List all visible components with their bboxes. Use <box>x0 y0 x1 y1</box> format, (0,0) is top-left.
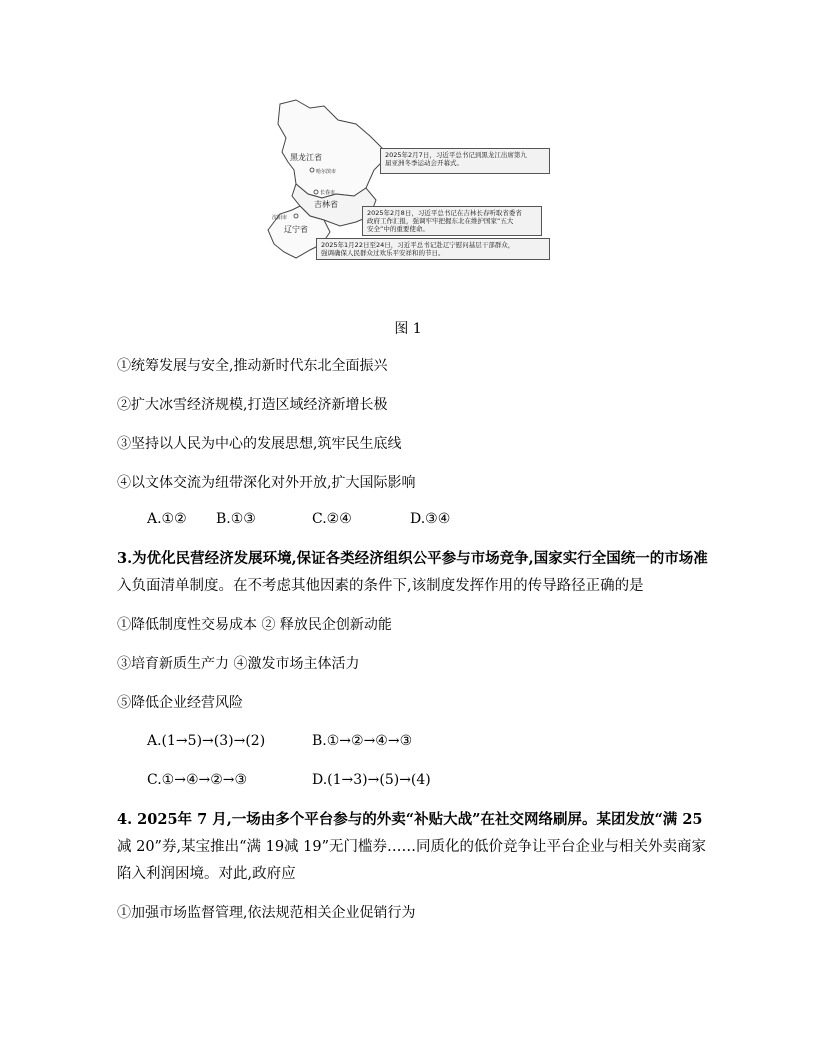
changchun-label: 长春市 <box>320 190 336 196</box>
q3-option-a[interactable]: A.(1→5)→(3)→(2) <box>147 733 266 749</box>
q3-stem-line-1: 3.为优化民营经济发展环境,保证各类经济组织公平参与市场竞争,国家实行全国统一的市场准 <box>117 550 708 567</box>
note-liaoning <box>316 238 550 260</box>
q3-item-2: ③培育新质生产力 ④激发市场主体活力 <box>117 656 360 672</box>
note-text: 2025年2月8日，习近平总书记在吉林长春听取省委省 <box>367 209 522 217</box>
q2-option-b[interactable]: B.①③ <box>216 511 256 527</box>
q2-option-a[interactable]: A.①② <box>147 511 187 527</box>
q2-option-d[interactable]: D.③④ <box>410 511 451 527</box>
q3-option-c[interactable]: C.①→④→②→③ <box>147 772 248 788</box>
q4-item-1: ①加强市场监督管理,依法规范相关企业促销行为 <box>117 905 416 921</box>
q4-stem-line-1: 4. 2025年 7 月,一场由多个平台参与的外卖“补贴大战”在社交网络刷屏。某团发放“满 25 <box>117 811 703 828</box>
harbin-label: 哈尔滨市 <box>316 169 337 175</box>
liaoning-label: 辽宁省 <box>284 225 308 234</box>
note-text: 政府工作汇报，强调牢牢把握东北在维护国家“五大 <box>367 217 514 225</box>
q4-stem-line-3: 陷入利润困境。对此,政府应 <box>117 866 296 882</box>
q2-option-c[interactable]: C.②④ <box>312 511 352 527</box>
heilongjiang-region <box>278 100 384 198</box>
q2-item-1: ①统筹发展与安全,推动新时代东北全面振兴 <box>117 358 388 374</box>
note-text: 2025年1月22日至24日，习近平总书记赴辽宁慰问基层干部群众， <box>321 241 515 249</box>
figure-caption: 图 1 <box>394 321 422 337</box>
q2-item-3: ③坚持以人民为中心的发展思想,筑牢民生底线 <box>117 436 402 452</box>
note-jilin <box>362 206 542 236</box>
note-text: 2025年2月7日，习近平总书记到黑龙江出席第九 <box>385 151 527 159</box>
note-text: 强调确保人民群众过欢乐平安祥和的节日。 <box>321 249 445 257</box>
q3-item-1: ①降低制度性交易成本 ② 释放民企创新动能 <box>117 617 392 633</box>
jilin-label: 吉林省 <box>314 200 338 209</box>
shenyang-label: 沈阳市 <box>272 215 288 221</box>
q2-item-2: ②扩大冰雪经济规模,打造区域经济新增长极 <box>117 397 388 413</box>
map-figure <box>266 98 552 262</box>
q3-stem-line-2: 入负面清单制度。在不考虑其他因素的条件下,该制度发挥作用的传导路径正确的是 <box>117 578 644 594</box>
q3-option-d[interactable]: D.(1→3)→(5)→(4) <box>312 772 431 788</box>
heilongjiang-label: 黑龙江省 <box>290 153 322 162</box>
q3-option-b[interactable]: B.①→②→④→③ <box>312 733 413 749</box>
q3-item-3: ⑤降低企业经营风险 <box>117 695 243 711</box>
q4-stem-line-2: 减 20”券,某宝推出“满 19减 19”无门槛券……同质化的低价竞争让平台企业与相关外卖商家 <box>117 839 707 855</box>
q2-item-4: ④以文体交流为纽带深化对外开放,扩大国际影响 <box>117 475 416 491</box>
note-text: 届亚洲冬季运动会开幕式。 <box>385 159 463 167</box>
note-heilongjiang <box>380 148 550 174</box>
note-text: 安全”中的重要使命。 <box>367 225 429 233</box>
